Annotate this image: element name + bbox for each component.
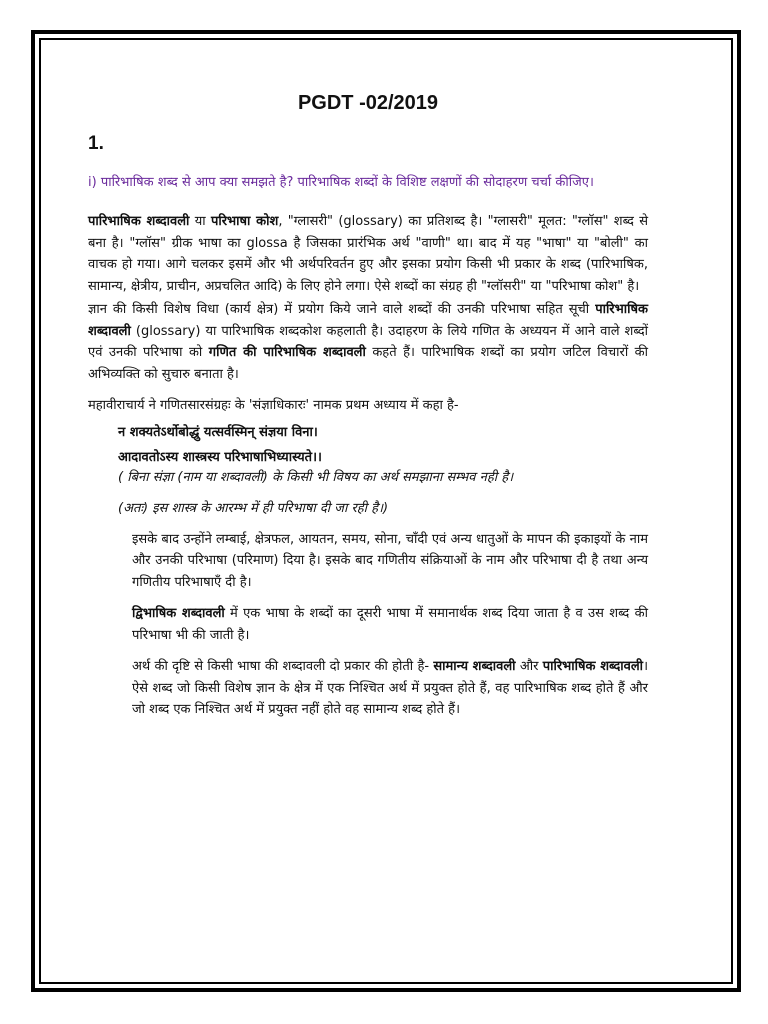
- bold-term: द्विभाषिक शब्दावली: [132, 606, 225, 621]
- shloka-line: आदावतोऽस्य शास्त्रस्य परिभाषाभिध्यास्यते।।: [118, 449, 322, 465]
- bold-term: गणित की पारिभाषिक शब्दावली: [208, 345, 366, 360]
- paragraph-terminology: [88, 299, 648, 385]
- paragraph-vocabulary-types: [132, 656, 648, 721]
- shloka-line: न शक्यतेऽर्थोबोद्धुं यत्सर्वस्मिन् संज्ञया विना।: [118, 424, 318, 440]
- text-run: या: [189, 214, 211, 229]
- shloka-block: [118, 423, 648, 519]
- text-run: । ऐसे शब्द जो किसी विशेष ज्ञान के क्षेत्र में एक निश्चित अर्थ में प्रयुक्त होते हैं, वह पारिभाषिक शब्द होते हैं और जो शब्द एक निश्चित अर्थ में प्रयुक्त नहीं होते वह सामान्य शब्द होते हैं।: [132, 659, 648, 717]
- bold-term: पारिभाषिक शब्दावली: [542, 659, 644, 674]
- bold-term: पारिभाषिक शब्दावली: [88, 214, 190, 229]
- bold-term: परिभाषा कोश: [210, 214, 279, 229]
- shloka-translation: ( बिना संज्ञा (नाम या शब्दावली) के किसी भी विषय का अर्थ समझाना सम्भव नही है।: [118, 469, 514, 485]
- page-title: PGDT -02/2019: [297, 92, 439, 114]
- shloka-translation: (अतः) इस शास्त्र के आरम्भ में ही परिभाषा दी जा रही है।): [118, 500, 389, 516]
- indented-section: [132, 529, 648, 721]
- paragraph-mahaviracharya: महावीराचार्य ने गणितसारसंग्रहः के 'संज्ञाधिकारः' नामक प्रथम अध्याय में कहा है-: [88, 398, 459, 413]
- question-text: i) पारिभाषिक शब्द से आप क्या समझते है? पारिभाषिक शब्दों के विशिष्ट लक्षणों की सोदाहरण चर्चा कीजिए।: [88, 175, 594, 190]
- bold-term: सामान्य शब्दावली: [433, 659, 516, 674]
- question-number: 1.: [88, 133, 104, 154]
- text-run: ज्ञान की किसी विशेष विधा (कार्य क्षेत्र) में प्रयोग किये जाने वाले शब्दों की उनकी परिभाषा सहित सूची: [88, 302, 596, 317]
- paragraph-bilingual: [132, 603, 648, 646]
- text-run: अर्थ की दृष्टि से किसी भाषा की शब्दावली दो प्रकार की होती है-: [132, 659, 434, 674]
- text-run: , "ग्लासरी" (glossary) का प्रतिशब्द है। "ग्लासरी" मूलत: "ग्लॉस" शब्द से बना है। "ग्लॉस" ग्रीक भाषा का glossa है जिसका प्रारंभिक अर्थ "वाणी" था। बाद में यह "भाषा" या "बोली" का वाचक हो गया। आगे चलकर इसमें और भी अर्थपरिवर्तन हुए और इसका प्रयोग किसी भी प्रकार के शब्द (पारिभाषिक, सामान्य, क्षेत्रीय, प्राचीन, अप्रचलित आदि) के लिए होने लगा। ऐसे शब्दों का संग्रह ही "ग्लॉसरी" या "परिभाषा कोश" है।: [88, 214, 648, 294]
- paragraph-glossary-definition: [88, 211, 648, 297]
- text-run: कहते हैं। पारिभाषिक शब्दों का प्रयोग जटिल विचारों की अभिव्यक्ति को सुचारु बनाता है।: [88, 345, 649, 382]
- text-run: और: [515, 659, 543, 674]
- bold-term: पारिभाषिक शब्दावली: [88, 302, 648, 339]
- paragraph-units: इसके बाद उन्होंने लम्बाई, क्षेत्रफल, आयतन, समय, सोना, चाँदी एवं अन्य धातुओं के मापन की इकाइयों के नाम और उनकी परिभाषा (परिमाण) दिया है। इसके बाद गणितीय संक्रियाओं के नाम और परिभाषा दी है तथा अन्य गणितीय परिभाषाएँ दी है।: [132, 531, 648, 590]
- text-run: में एक भाषा के शब्दों का दूसरी भाषा में समानार्थक शब्द दिया जाता है व उस शब्द की परिभाषा भी की जाती है।: [132, 606, 648, 643]
- document-body: [88, 92, 648, 723]
- text-run: (glossary) या पारिभाषिक शब्दकोश कहलाती है। उदाहरण के लिये गणित के अध्ययन में आने वाले शब्दों एवं उनकी परिभाषा को: [88, 323, 648, 360]
